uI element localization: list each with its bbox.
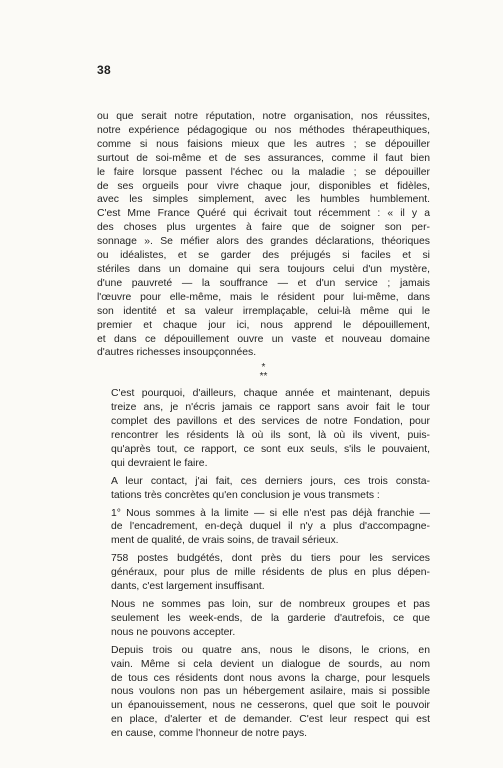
paragraph — [97, 110, 430, 360]
body-text — [97, 110, 430, 741]
text-line: ment de qualité, de vrais soins, de travail sérieux. — [111, 535, 339, 547]
text-line: Nous ne sommes pas loin, sur de nombreux groupes et pas — [111, 599, 430, 610]
text-line: C'est Mme France Quéré qui écrivait tout récemment : « il y a — [97, 208, 430, 220]
text-line: qui devraient le faire. — [111, 457, 208, 469]
text-line: complet des pavillons et des services de notre Fondation, pour — [111, 416, 430, 428]
text-line: de tous ces résidents dont nous avons la charge, pour lesquels — [111, 672, 430, 684]
text-line: et dans ce dépouillement ouvre un vaste et nouveau domaine — [97, 333, 430, 345]
text-line: premier et chaque jour ici, nous apprend le dépouillement, — [97, 319, 430, 331]
text-line: en cause, comme l'honneur de notre pays. — [111, 728, 308, 740]
paragraph — [97, 552, 430, 594]
text-line: seulement les week-ends, de la garderie d'autrefois, ce que — [111, 612, 430, 624]
text-line: des choses plus urgentes à faire que de soigner son per- — [97, 222, 430, 234]
text-line: ou idéalistes, et se garder des préjugés si faciles et si — [97, 250, 430, 262]
text-line: Depuis trois ou quatre ans, nous le disons, le crions, en — [111, 644, 430, 656]
text-line: nous ne pouvons accepter. — [111, 626, 236, 638]
text-line: l'œuvre pour elle-même, mais le résident pour lui-même, dans — [97, 291, 430, 303]
text-line: sonnage ». Se méfier alors des grandes déclarations, théoriques — [97, 236, 430, 248]
text-line: qu'après tout, ce rapport, ce sont eux seuls, s'ils le pouvaient, — [111, 443, 430, 455]
text-line: tations très concrètes qu'en conclusion je vous transmets : — [111, 489, 380, 501]
text-line: notre expérience pédagogique ou nos méthodes thérapeuthiques, — [97, 124, 430, 136]
text-line: surtout de soi-même et de ses assurances, comme il faut bien — [97, 152, 430, 164]
text-line: dants, c'est largement insuffisant. — [111, 581, 265, 593]
page-number: 38 — [97, 63, 111, 77]
text-line: treize ans, je n'écris jamais ce rapport sans avoir fait le tour — [111, 402, 430, 414]
text-line: un épanouissement, nous ne cesserons, quel que soit le pouvoir — [111, 700, 430, 712]
text-line: comme si nous faisions mieux que les autres ; se dépouiller — [97, 138, 430, 150]
text-line: 1° Nous sommes à la limite — si elle n'est pas déjà franchie — — [111, 507, 430, 519]
text-line: rencontrer les résidents là où ils sont, là où ils vivent, puis- — [111, 430, 430, 442]
text-line: d'autres richesses insoupçonnées. — [97, 347, 257, 359]
paragraph — [97, 598, 430, 640]
text-line: son identité et sa valeur irremplaçable, celui-là même qui le — [97, 305, 430, 317]
text-line: de ses orgueils pour vivre chaque jour, disponibles et fidèles, — [97, 180, 430, 192]
paragraph — [97, 644, 430, 741]
paragraph — [97, 475, 430, 503]
text-line: ou que serait notre réputation, notre organisation, nos réussites, — [97, 111, 430, 122]
text-line: généraux, pour plus de mille résidents de plus en plus dépen- — [111, 567, 430, 579]
text-line: en place, d'alerter et de demander. C'est leur respect qui est — [111, 714, 430, 726]
text-line: vain. Même si cela devient un dialogue de sourds, au nom — [111, 658, 430, 670]
text-line: avec les simples simplement, avec les humbles humblement. — [97, 194, 430, 206]
text-line: nous voulons non pas un hébergement asilaire, mais si possible — [111, 686, 430, 698]
text-line: d'une pauvreté — la souffrance — et d'un service ; jamais — [97, 277, 430, 289]
text-line: le faire lorsque passent l'échec ou la maladie ; se dépouiller — [97, 166, 430, 178]
paragraph — [97, 507, 430, 549]
text-line: de l'encadrement, en-deçà duquel il n'y a plus d'accompagne- — [111, 521, 430, 533]
section-separator: * ** — [259, 362, 268, 383]
text-line: C'est pourquoi, d'ailleurs, chaque année et maintenant, depuis — [111, 388, 430, 400]
text-line: 758 postes budgétés, dont près du tiers pour les services — [111, 553, 430, 565]
text-line: stériles dans un domaine qui sera toujours celui d'un mystère, — [97, 263, 430, 275]
text-line: A leur contact, j'ai fait, ces derniers jours, ces trois consta- — [111, 475, 430, 487]
paragraph — [97, 387, 430, 470]
